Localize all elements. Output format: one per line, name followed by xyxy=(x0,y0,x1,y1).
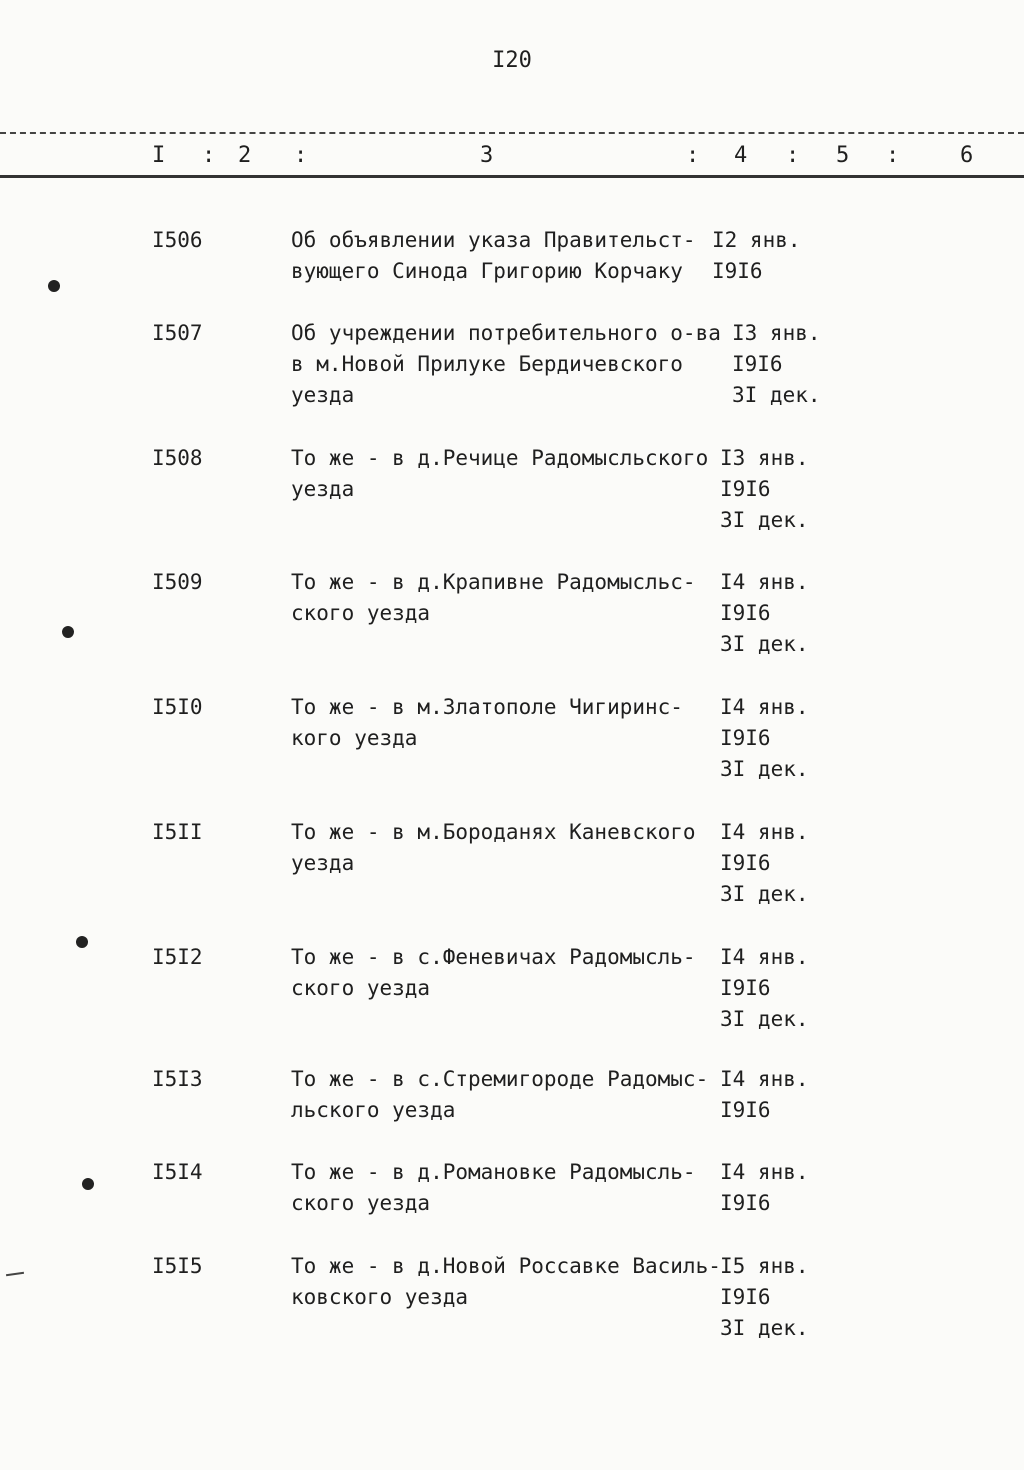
description-line: То же - в м.Златополе Чигиринс- xyxy=(291,695,683,719)
column-header-4: 4 xyxy=(734,143,748,168)
date-line: 3I дек. xyxy=(720,1316,809,1340)
date-line: I4 янв. xyxy=(720,945,809,969)
description-line: кого уезда xyxy=(291,726,418,750)
date-line: I4 янв. xyxy=(720,570,809,594)
header-top-rule xyxy=(0,132,1024,134)
entry-number: I5II xyxy=(152,820,203,844)
description-line: ковского уезда xyxy=(291,1285,469,1309)
entry-description xyxy=(291,942,721,1004)
entry-number: I508 xyxy=(152,446,203,470)
description-line: То же - в с.Стремигороде Радомыс- xyxy=(291,1067,709,1091)
description-line: уезда xyxy=(291,383,355,407)
entry-description xyxy=(291,1251,731,1313)
entry-dates xyxy=(720,692,830,785)
entry-number: I509 xyxy=(152,570,203,594)
column-separator: : xyxy=(202,143,216,168)
entry-dates xyxy=(720,942,830,1035)
description-line: Об учреждении потребительного о-ва xyxy=(291,321,721,345)
date-line: I3 янв. xyxy=(720,446,809,470)
date-line: I4 янв. xyxy=(720,1067,809,1091)
description-line: То же - в с.Феневичах Радомысль- xyxy=(291,945,696,969)
margin-pencil-mark xyxy=(6,1272,24,1276)
date-line: 3I дек. xyxy=(720,632,809,656)
punch-hole-mark xyxy=(62,626,74,638)
date-line: I9I6 xyxy=(720,851,771,875)
punch-hole-mark xyxy=(76,936,88,948)
date-line: I9I6 xyxy=(712,259,763,283)
date-line: 3I дек. xyxy=(720,1007,809,1031)
entry-description xyxy=(291,1064,721,1126)
entry-number: I5I5 xyxy=(152,1254,203,1278)
entry-dates xyxy=(712,225,822,287)
entry-number: I506 xyxy=(152,228,203,252)
entry-dates xyxy=(720,1064,830,1126)
description-line: вующего Синода Григорию Корчаку xyxy=(291,259,683,283)
page-number: I20 xyxy=(492,48,532,73)
description-line: ского уезда xyxy=(291,601,431,625)
header-bottom-rule xyxy=(0,175,1024,178)
date-line: 3I дек. xyxy=(720,882,809,906)
entry-description xyxy=(291,443,721,505)
date-line: I5 янв. xyxy=(720,1254,809,1278)
date-line: I4 янв. xyxy=(720,820,809,844)
entry-dates xyxy=(720,1157,830,1219)
date-line: 3I дек. xyxy=(720,757,809,781)
date-line: I9I6 xyxy=(720,726,771,750)
entry-dates xyxy=(732,318,842,411)
date-line: I9I6 xyxy=(732,352,783,376)
description-line: То же - в м.Бороданях Каневского xyxy=(291,820,696,844)
date-line: 3I дек. xyxy=(720,508,809,532)
column-separator: : xyxy=(686,143,700,168)
description-line: Об объявлении указа Правительст- xyxy=(291,228,696,252)
entry-dates xyxy=(720,567,830,660)
entry-description xyxy=(291,1157,721,1219)
date-line: I9I6 xyxy=(720,976,771,1000)
entry-dates xyxy=(720,817,830,910)
description-line: ского уезда xyxy=(291,1191,431,1215)
description-line: То же - в д.Романовке Радомысль- xyxy=(291,1160,696,1184)
description-line: То же - в д.Новой Россавке Василь- xyxy=(291,1254,721,1278)
date-line: I2 янв. xyxy=(712,228,801,252)
date-line: I9I6 xyxy=(720,1098,771,1122)
description-line: То же - в д.Крапивне Радомысльс- xyxy=(291,570,696,594)
column-header-6: 6 xyxy=(960,143,974,168)
date-line: I4 янв. xyxy=(720,695,809,719)
description-line: льского уезда xyxy=(291,1098,456,1122)
entry-number: I5I0 xyxy=(152,695,203,719)
entry-description xyxy=(291,692,721,754)
description-line: уезда xyxy=(291,477,355,501)
date-line: 3I дек. xyxy=(732,383,821,407)
description-line: в м.Новой Прилуке Бердичевского xyxy=(291,352,683,376)
punch-hole-mark xyxy=(82,1178,94,1190)
entry-description xyxy=(291,225,721,287)
entry-number: I507 xyxy=(152,321,203,345)
entry-description xyxy=(291,567,721,629)
entry-dates xyxy=(720,443,830,536)
date-line: I3 янв. xyxy=(732,321,821,345)
description-line: ского уезда xyxy=(291,976,431,1000)
column-header-5: 5 xyxy=(836,143,850,168)
entry-dates xyxy=(720,1251,830,1344)
entry-description xyxy=(291,817,721,879)
entry-number: I5I4 xyxy=(152,1160,203,1184)
column-header-1: I xyxy=(152,143,166,168)
description-line: уезда xyxy=(291,851,355,875)
date-line: I9I6 xyxy=(720,1285,771,1309)
date-line: I9I6 xyxy=(720,1191,771,1215)
entry-number: I5I2 xyxy=(152,945,203,969)
date-line: I9I6 xyxy=(720,477,771,501)
column-separator: : xyxy=(294,143,308,168)
column-separator: : xyxy=(886,143,900,168)
entry-number: I5I3 xyxy=(152,1067,203,1091)
date-line: I4 янв. xyxy=(720,1160,809,1184)
entry-description xyxy=(291,318,721,411)
column-separator: : xyxy=(786,143,800,168)
column-header-3: 3 xyxy=(480,143,494,168)
column-header-2: 2 xyxy=(238,143,252,168)
date-line: I9I6 xyxy=(720,601,771,625)
punch-hole-mark xyxy=(48,280,60,292)
description-line: То же - в д.Речице Радомысльского xyxy=(291,446,709,470)
